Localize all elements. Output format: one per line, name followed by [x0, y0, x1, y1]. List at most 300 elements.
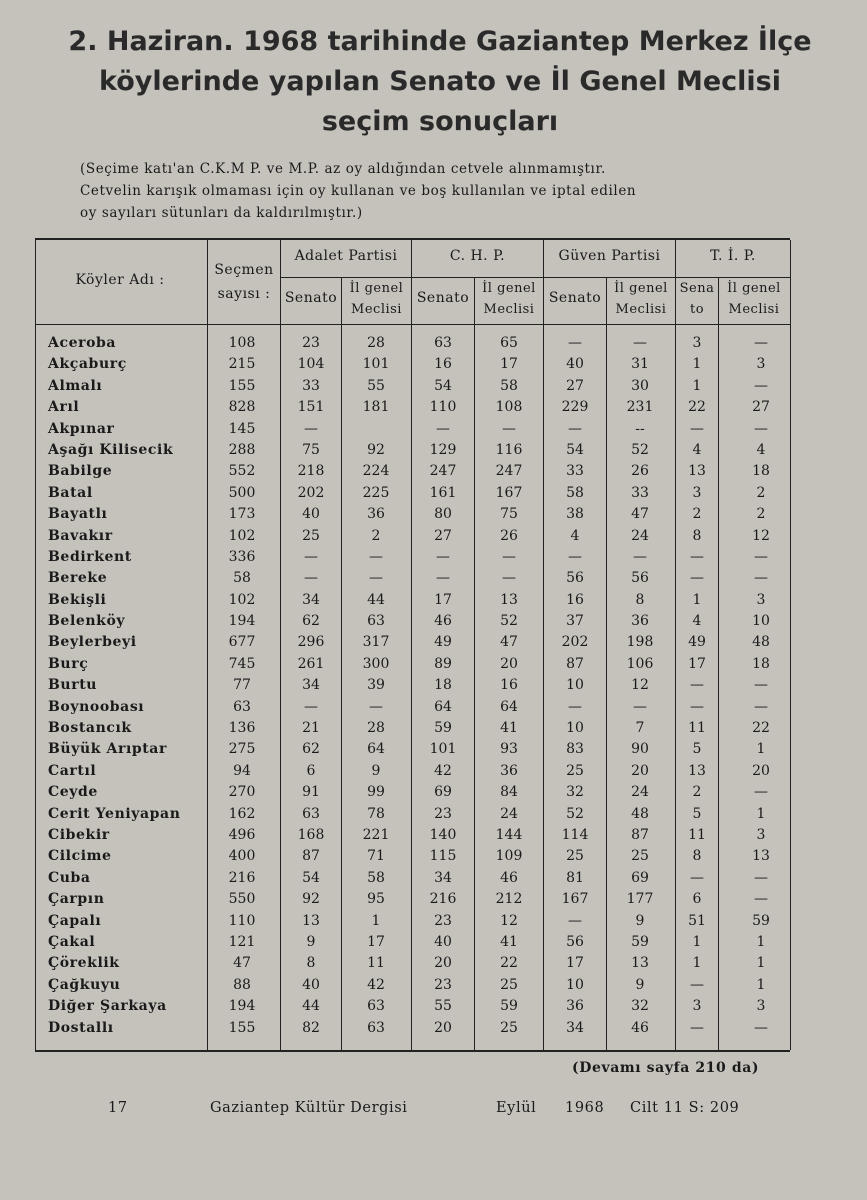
value-cell: 33	[302, 377, 320, 394]
header-gp-senato: Senato	[548, 290, 602, 306]
value-cell: 4	[756, 441, 766, 458]
value-cell: 145	[228, 420, 256, 437]
value-cell: —	[436, 570, 450, 587]
value-cell: 1	[692, 377, 702, 394]
value-cell: 496	[228, 826, 256, 843]
value-cell: 224	[362, 463, 390, 480]
value-cell: 99	[367, 784, 385, 801]
value-cell: 32	[631, 998, 649, 1015]
page-title	[60, 22, 820, 142]
value-cell: 161	[429, 484, 457, 501]
value-cell: 20	[631, 762, 649, 779]
value-cell: 27	[752, 399, 770, 416]
village-name-cell: Arıl	[48, 399, 80, 416]
value-cell: 22	[688, 399, 706, 416]
value-cell: 3	[756, 998, 766, 1015]
village-name-cell: Burtu	[48, 677, 98, 694]
village-name-cell: Akçaburç	[48, 356, 127, 373]
value-cell: 2	[756, 484, 766, 501]
value-cell: 22	[752, 720, 770, 737]
header-bottom-rule	[35, 324, 790, 325]
header-gp-ilgenel-1: İl genel	[614, 281, 668, 296]
value-cell: 110	[228, 912, 256, 929]
footer-year: 1968	[565, 1100, 605, 1116]
village-name-cell: Cerit Yeniyapan	[48, 805, 181, 822]
value-cell: —	[502, 548, 516, 565]
header-chp-ilgenel-2: Meclisi	[483, 302, 535, 317]
value-cell: 46	[434, 613, 452, 630]
value-cell: —	[502, 420, 516, 437]
header-voters-2: sayısı :	[217, 286, 271, 302]
value-cell: 129	[429, 441, 457, 458]
value-cell: 4	[692, 441, 702, 458]
value-cell: —	[568, 548, 582, 565]
value-cell: 40	[566, 356, 584, 373]
value-cell: 93	[500, 741, 518, 758]
value-cell: 1	[692, 933, 702, 950]
value-cell: 173	[228, 506, 256, 523]
header-chp-ilgenel-1: İl genel	[482, 281, 536, 296]
value-cell: 828	[228, 399, 256, 416]
value-cell: 677	[228, 634, 256, 651]
value-cell: —	[690, 698, 704, 715]
value-cell: 23	[434, 976, 452, 993]
village-name-cell: Cibekir	[48, 826, 110, 843]
value-cell: 218	[297, 463, 325, 480]
village-name-cell: Boynoobası	[48, 698, 145, 715]
value-cell: 140	[429, 826, 457, 843]
value-cell: 25	[302, 527, 320, 544]
note-line-1: (Seçime katı'an C.K.M P. ve M.P. az oy aldığından cetvele alınmamıştır.	[80, 161, 606, 177]
value-cell: 20	[434, 1019, 452, 1036]
value-cell: 108	[228, 335, 256, 351]
value-cell: 25	[566, 848, 584, 865]
value-cell: 52	[566, 805, 584, 822]
value-cell: 1	[756, 955, 766, 972]
value-cell: —	[568, 698, 582, 715]
value-cell: 87	[631, 826, 649, 843]
table-row	[40, 354, 800, 375]
value-cell: 136	[228, 720, 256, 737]
value-cell: 58	[500, 377, 518, 394]
value-cell: 167	[561, 891, 589, 908]
value-cell: 288	[228, 441, 256, 458]
value-cell: 87	[566, 655, 584, 672]
value-cell: 8	[635, 591, 645, 608]
village-name-cell: Büyük Arıptar	[48, 741, 167, 758]
table-row	[40, 825, 800, 846]
header-tip-ilgenel-1: İl genel	[727, 281, 781, 296]
value-cell: —	[690, 420, 704, 437]
value-cell: —	[754, 1019, 768, 1036]
value-cell: 550	[228, 891, 256, 908]
value-cell: 56	[566, 933, 584, 950]
value-cell: 12	[631, 677, 649, 694]
value-cell: 247	[495, 463, 523, 480]
value-cell: —	[369, 570, 383, 587]
value-cell: 58	[566, 484, 584, 501]
value-cell: 8	[692, 848, 702, 865]
value-cell: 10	[566, 720, 584, 737]
value-cell: 20	[434, 955, 452, 972]
value-cell: 11	[367, 955, 385, 972]
value-cell: 231	[626, 399, 654, 416]
value-cell: 84	[500, 784, 518, 801]
value-cell: —	[369, 698, 383, 715]
value-cell: —	[633, 335, 647, 351]
note-line-2: Cetvelin karışık olmaması için oy kullanan ve boş kullanılan ve iptal edilen	[80, 183, 637, 199]
header-guven-partisi: Güven Partisi	[558, 248, 661, 264]
header-gp-ilgenel-2: Meclisi	[615, 302, 667, 317]
value-cell: 18	[752, 655, 770, 672]
village-name-cell: Dostallı	[48, 1019, 114, 1036]
table-row	[40, 889, 800, 910]
value-cell: 177	[626, 891, 654, 908]
header-adalet-partisi: Adalet Partisi	[294, 248, 398, 264]
value-cell: 198	[626, 634, 654, 651]
value-cell: 10	[566, 677, 584, 694]
table-row	[40, 932, 800, 953]
village-name-cell: Akpınar	[48, 420, 115, 437]
value-cell: 32	[566, 784, 584, 801]
value-cell: 36	[500, 762, 518, 779]
value-cell: 63	[434, 335, 452, 351]
value-cell: 36	[367, 506, 385, 523]
value-cell: 62	[302, 741, 320, 758]
village-name-cell: Çöreklik	[48, 955, 120, 972]
value-cell: 59	[434, 720, 452, 737]
value-cell: 151	[297, 399, 325, 416]
value-cell: 65	[500, 335, 518, 351]
value-cell: 1	[756, 741, 766, 758]
value-cell: 336	[228, 548, 256, 565]
value-cell: 18	[752, 463, 770, 480]
village-name-cell: Belenköy	[48, 613, 126, 630]
value-cell: 16	[434, 356, 452, 373]
value-cell: 400	[228, 848, 256, 865]
header-voters-1: Seçmen	[214, 262, 274, 278]
value-cell: 94	[233, 762, 251, 779]
village-name-cell: Çarpın	[48, 891, 105, 908]
value-cell: 28	[367, 720, 385, 737]
village-name-cell: Beylerbeyi	[48, 634, 137, 651]
table-row	[40, 868, 800, 889]
value-cell: 500	[228, 484, 256, 501]
value-cell: —	[690, 976, 704, 993]
value-cell: 13	[688, 463, 706, 480]
value-cell: 54	[434, 377, 452, 394]
value-cell: 17	[566, 955, 584, 972]
value-cell: 101	[429, 741, 457, 758]
value-cell: 116	[495, 441, 523, 458]
value-cell: 77	[233, 677, 251, 694]
value-cell: 155	[228, 1019, 256, 1036]
value-cell: 13	[688, 762, 706, 779]
value-cell: 101	[362, 356, 390, 373]
value-cell: 54	[302, 869, 320, 886]
value-cell: 11	[688, 720, 706, 737]
value-cell: 69	[434, 784, 452, 801]
value-cell: 27	[566, 377, 584, 394]
village-name-cell: Bereke	[48, 570, 108, 587]
table-row	[40, 782, 800, 803]
value-cell: 56	[566, 570, 584, 587]
value-cell: 34	[566, 1019, 584, 1036]
village-name-cell: Çapalı	[48, 912, 102, 929]
value-cell: 83	[566, 741, 584, 758]
value-cell: 80	[434, 506, 452, 523]
value-cell: 63	[367, 613, 385, 630]
value-cell: —	[436, 548, 450, 565]
value-cell: 194	[228, 998, 256, 1015]
value-cell: 46	[500, 869, 518, 886]
value-cell: —	[304, 548, 318, 565]
value-cell: 28	[367, 335, 385, 351]
value-cell: 110	[429, 399, 457, 416]
value-cell: 31	[631, 356, 649, 373]
value-cell: 5	[692, 805, 702, 822]
value-cell: 71	[367, 848, 385, 865]
value-cell: 10	[566, 976, 584, 993]
value-cell: 54	[566, 441, 584, 458]
value-cell: 9	[635, 912, 645, 929]
value-cell: 11	[688, 826, 706, 843]
header-tip: T. İ. P.	[710, 248, 756, 264]
value-cell: 62	[302, 613, 320, 630]
value-cell: —	[754, 698, 768, 715]
explanatory-note	[80, 158, 780, 224]
value-cell: —	[754, 570, 768, 587]
party-header-rule	[280, 277, 790, 278]
value-cell: —	[568, 912, 582, 929]
value-cell: —	[304, 420, 318, 437]
value-cell: 17	[367, 933, 385, 950]
village-name-cell: Aceroba	[48, 335, 117, 351]
value-cell: 216	[228, 869, 256, 886]
value-cell: 17	[434, 591, 452, 608]
table-row	[40, 504, 800, 525]
value-cell: 44	[367, 591, 385, 608]
value-cell: —	[690, 869, 704, 886]
value-cell: 1	[692, 356, 702, 373]
value-cell: 63	[367, 1019, 385, 1036]
value-cell: 121	[228, 933, 256, 950]
value-cell: 25	[631, 848, 649, 865]
village-name-cell: Bostancık	[48, 720, 132, 737]
value-cell: 1	[371, 912, 381, 929]
value-cell: 7	[635, 720, 645, 737]
value-cell: 52	[500, 613, 518, 630]
value-cell: 3	[756, 356, 766, 373]
table-row	[40, 440, 800, 461]
value-cell: 36	[566, 998, 584, 1015]
value-cell: 82	[302, 1019, 320, 1036]
value-cell: 2	[692, 506, 702, 523]
value-cell: 194	[228, 613, 256, 630]
table-row	[40, 568, 800, 589]
village-name-cell: Cuba	[48, 869, 91, 886]
value-cell: 41	[500, 720, 518, 737]
value-cell: 52	[631, 441, 649, 458]
village-name-cell: Cartıl	[48, 762, 97, 779]
value-cell: 59	[752, 912, 770, 929]
value-cell: —	[754, 891, 768, 908]
value-cell: 745	[228, 655, 256, 672]
table-row	[40, 547, 800, 568]
header-ap-ilgenel-2: Meclisi	[351, 302, 402, 317]
table-row	[40, 804, 800, 825]
value-cell: —	[690, 570, 704, 587]
table-row	[40, 953, 800, 974]
value-cell: —	[754, 335, 768, 351]
value-cell: 4	[570, 527, 580, 544]
value-cell: 216	[429, 891, 457, 908]
value-cell: 63	[302, 805, 320, 822]
value-cell: 229	[561, 399, 589, 416]
value-cell: 59	[631, 933, 649, 950]
table-row	[40, 697, 800, 718]
value-cell: 3	[756, 591, 766, 608]
value-cell: 115	[429, 848, 457, 865]
header-village: Köyler Adı :	[75, 272, 165, 288]
table-row	[40, 761, 800, 782]
value-cell: 30	[631, 377, 649, 394]
value-cell: —	[690, 1019, 704, 1036]
value-cell: 8	[306, 955, 316, 972]
value-cell: 300	[362, 655, 390, 672]
table-row	[40, 526, 800, 547]
table-row	[40, 654, 800, 675]
value-cell: 47	[500, 634, 518, 651]
value-cell: 13	[752, 848, 770, 865]
value-cell: 1	[756, 933, 766, 950]
value-cell: 102	[228, 527, 256, 544]
table-row	[40, 419, 800, 440]
table-row	[40, 333, 800, 354]
value-cell: 38	[566, 506, 584, 523]
footer-month: Eylül	[496, 1100, 537, 1116]
value-cell: 13	[631, 955, 649, 972]
title-line-2: köylerinde yapılan Senato ve İl Genel Meclisi	[98, 66, 782, 97]
value-cell: —	[690, 548, 704, 565]
value-cell: 92	[302, 891, 320, 908]
value-cell: —	[633, 548, 647, 565]
value-cell: 20	[500, 655, 518, 672]
value-cell: 55	[367, 377, 385, 394]
village-name-cell: Ceyde	[48, 784, 98, 801]
value-cell: 40	[302, 506, 320, 523]
village-name-cell: Bedirkent	[48, 548, 132, 565]
value-cell: 4	[692, 613, 702, 630]
value-cell: 167	[495, 484, 523, 501]
value-cell: 12	[500, 912, 518, 929]
header-ap-senato: Senato	[284, 290, 338, 306]
value-cell: 12	[752, 527, 770, 544]
value-cell: 114	[561, 826, 589, 843]
value-cell: 24	[631, 527, 649, 544]
value-cell: —	[568, 335, 582, 351]
value-cell: 144	[495, 826, 523, 843]
value-cell: —	[633, 698, 647, 715]
value-cell: 81	[566, 869, 584, 886]
value-cell: 46	[631, 1019, 649, 1036]
value-cell: 225	[362, 484, 390, 501]
value-cell: —	[369, 548, 383, 565]
title-line-1: 2. Haziran. 1968 tarihinde Gaziantep Merkez İlçe	[68, 26, 812, 57]
value-cell: 296	[297, 634, 325, 651]
value-cell: 9	[371, 762, 381, 779]
value-cell: 3	[692, 484, 702, 501]
value-cell: 16	[566, 591, 584, 608]
value-cell: 48	[631, 805, 649, 822]
value-cell: 2	[692, 784, 702, 801]
value-cell: 25	[500, 976, 518, 993]
table-row	[40, 911, 800, 932]
table-row	[40, 739, 800, 760]
village-name-cell: Çağkuyu	[48, 976, 121, 993]
header-ap-ilgenel-1: İl genel	[349, 281, 404, 296]
value-cell: —	[690, 677, 704, 694]
value-cell: 63	[233, 698, 251, 715]
value-cell: 8	[692, 527, 702, 544]
col-divider	[35, 240, 36, 1050]
value-cell: —	[754, 869, 768, 886]
value-cell: 13	[500, 591, 518, 608]
value-cell: —	[304, 698, 318, 715]
value-cell: 102	[228, 591, 256, 608]
title-line-3: seçim sonuçları	[321, 106, 559, 137]
value-cell: 552	[228, 463, 256, 480]
value-cell: 23	[434, 912, 452, 929]
value-cell: 49	[688, 634, 706, 651]
value-cell: 6	[306, 762, 316, 779]
value-cell: 91	[302, 784, 320, 801]
value-cell: 33	[631, 484, 649, 501]
table-row	[40, 975, 800, 996]
value-cell: 109	[495, 848, 523, 865]
village-name-cell: Bekişli	[48, 591, 107, 608]
village-name-cell: Burç	[48, 655, 89, 672]
value-cell: 3	[756, 826, 766, 843]
value-cell: 64	[367, 741, 385, 758]
value-cell: 92	[367, 441, 385, 458]
value-cell: 23	[302, 335, 320, 351]
value-cell: 13	[302, 912, 320, 929]
value-cell: 56	[631, 570, 649, 587]
value-cell: 275	[228, 741, 256, 758]
table-top-rule	[35, 238, 790, 240]
value-cell: —	[754, 548, 768, 565]
table-row	[40, 376, 800, 397]
value-cell: 10	[752, 613, 770, 630]
value-cell: 2	[756, 506, 766, 523]
value-cell: —	[502, 570, 516, 587]
value-cell: 34	[434, 869, 452, 886]
value-cell: 75	[500, 506, 518, 523]
value-cell: 75	[302, 441, 320, 458]
value-cell: 26	[500, 527, 518, 544]
value-cell: 16	[500, 677, 518, 694]
value-cell: 212	[495, 891, 523, 908]
village-name-cell: Aşağı Kilisecik	[48, 441, 174, 458]
value-cell: —	[754, 784, 768, 801]
table-bottom-rule	[35, 1050, 790, 1052]
village-name-cell: Bavakır	[48, 527, 113, 544]
header-tip-ilgenel-2: Meclisi	[728, 302, 780, 317]
value-cell: 78	[367, 805, 385, 822]
footer-issue: Cilt 11 S: 209	[630, 1100, 740, 1116]
value-cell: 1	[692, 591, 702, 608]
